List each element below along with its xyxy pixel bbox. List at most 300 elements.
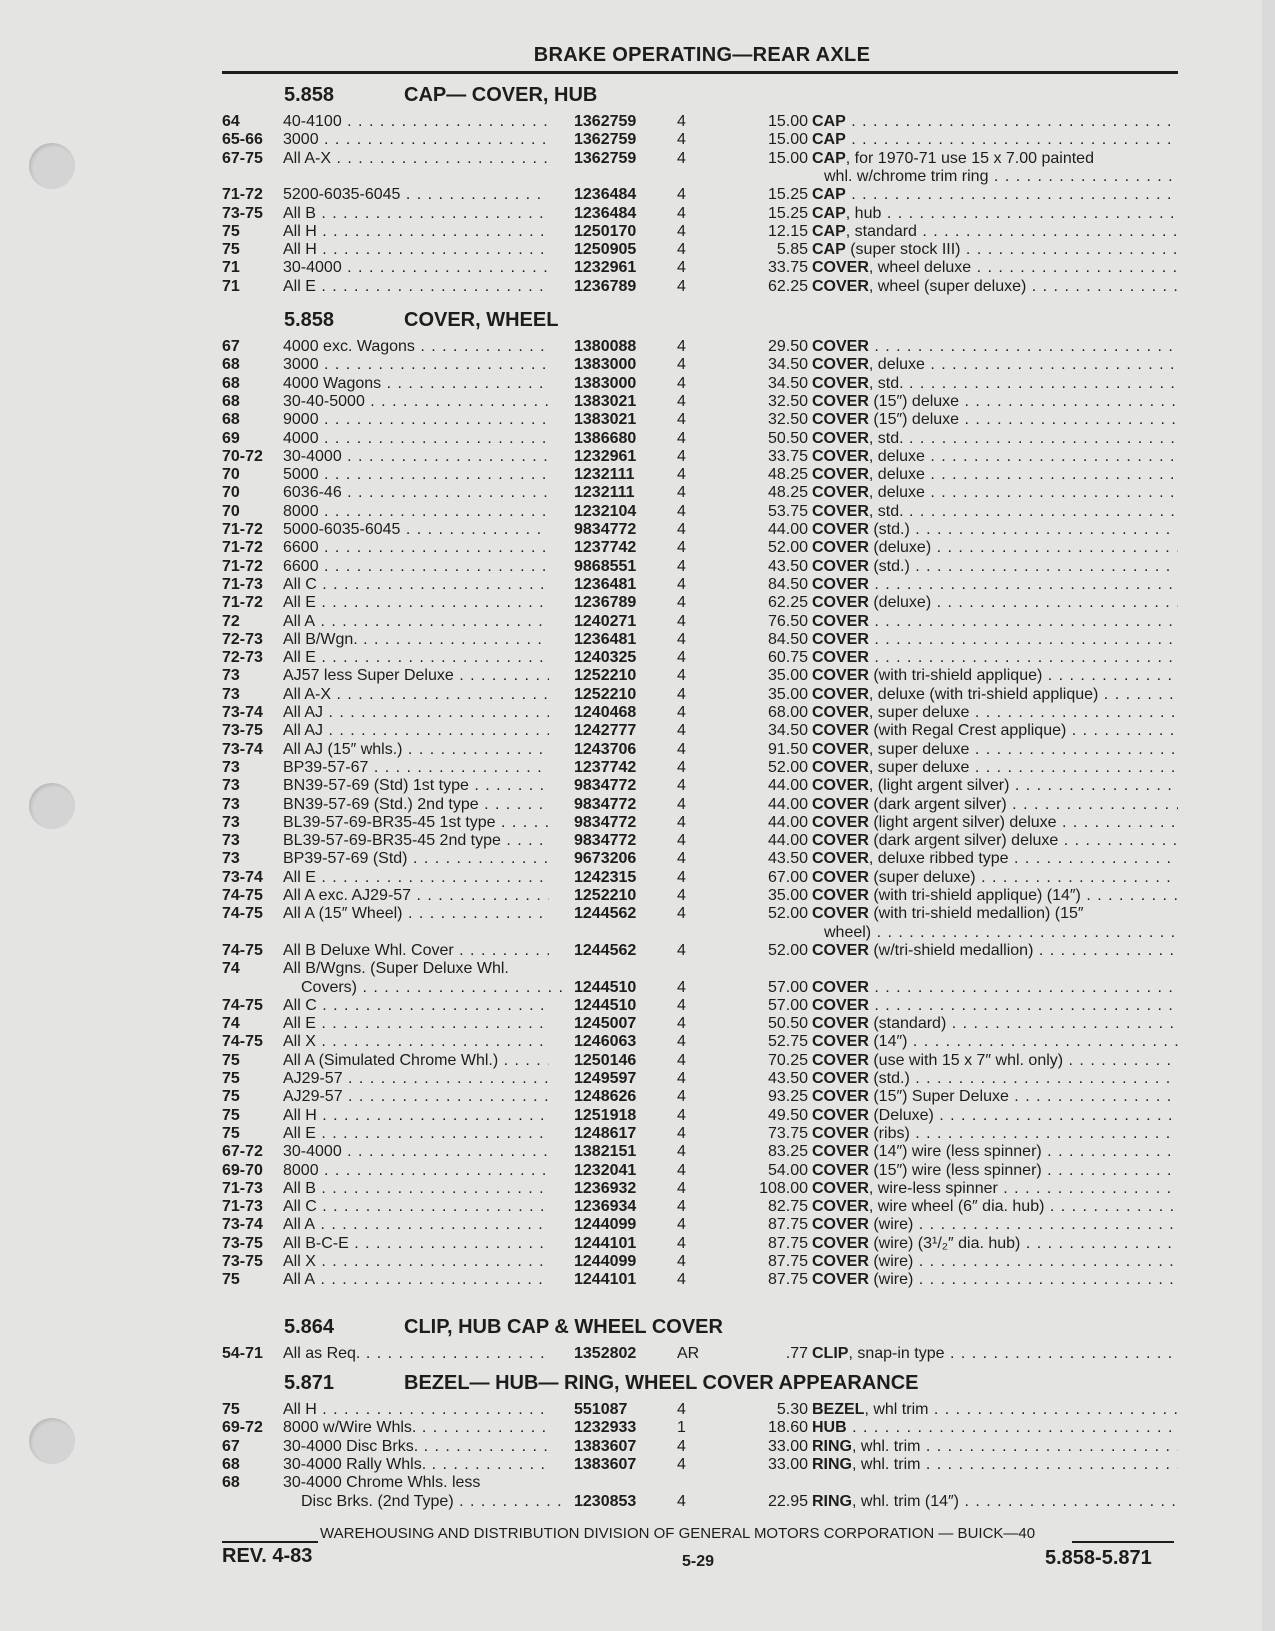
parts-row [222,1270,1178,1289]
model: All C . . . [283,575,549,594]
section-number: 5.858 [284,84,335,106]
parts-row [222,849,1178,868]
part-number: 1249597 [574,1070,637,1087]
quantity: 4 [677,1401,686,1418]
quantity: 4 [677,795,686,813]
model-year: 54-71 [222,1345,263,1362]
price: 84.50 [767,575,808,593]
price: 84.50 [767,630,808,648]
price: 33.00 [767,1455,808,1473]
price: 43.50 [767,557,808,575]
part-number: 1236789 [574,594,637,612]
model-year: 72-73 [222,649,263,667]
price: 15.25 [767,186,808,204]
part-number: 1243706 [574,740,637,758]
model: 3000 . . . [283,130,549,149]
model: All A (Simulated Chrome Whl.) . . . [283,1051,549,1070]
section-number: 5.871 [284,1372,335,1394]
quantity: 4 [677,222,686,240]
description: COVER (with tri-shield applique) (14″) . . . [812,886,1178,905]
description-keyword: COVER [812,850,869,868]
parts-row [222,355,1178,374]
model: Disc Brks. (2nd Type) . . . [283,1492,567,1511]
price: 60.75 [767,649,808,667]
description-keyword: COVER [812,941,869,959]
description: COVER, deluxe . . . [812,483,1178,502]
part-number: 1352802 [574,1345,637,1362]
quantity: 4 [677,466,686,484]
parts-row [222,740,1178,759]
description: COVER (light argent silver) deluxe . . . [812,813,1178,832]
description [812,130,1178,149]
quantity: 4 [677,149,686,167]
description: RING, whl. trim (14″) . . . [812,1492,1178,1511]
price: 87.75 [767,1234,808,1252]
part-number: 1383021 [574,411,637,429]
price: 52.75 [767,1033,808,1051]
part-number: 1250905 [574,241,637,259]
description-keyword: COVER [812,521,869,538]
description-keyword: COVER [812,612,869,630]
model-year: 71 [222,277,240,295]
price: 93.25 [767,1088,808,1106]
quantity: 4 [677,411,686,429]
parts-row [222,222,1178,241]
model: All H . . . [283,240,549,259]
parts-row [222,1234,1178,1253]
price: 62.25 [767,277,808,295]
header-rule [222,71,1178,74]
description-keyword: COVER [812,484,869,502]
description: BEZEL, whl trim . . . [812,1400,1178,1419]
description: COVER, std. . . . [812,502,1178,521]
quantity: 4 [677,392,686,410]
part-number: 1232961 [574,447,637,465]
parts-row [222,112,1178,131]
quantity: 4 [677,1271,686,1289]
parts-row [222,204,1178,223]
parts-row [222,1161,1178,1180]
price: 34.50 [767,356,808,374]
description [812,185,1178,204]
description-keyword: COVER [812,758,869,776]
part-number: 1252210 [574,887,637,904]
quantity: 4 [677,612,686,630]
part-number: 1244562 [574,941,637,959]
model-year: 69-72 [222,1419,263,1437]
model-year: 73-74 [222,704,263,721]
model: 30-4000 . . . [283,447,549,466]
description: COVER, super deluxe . . . [812,758,1178,777]
parts-row [222,721,1178,740]
parts-row [222,1455,1178,1474]
description-keyword: CLIP [812,1345,849,1362]
description: COVER (ribs) . . . [812,1124,1178,1143]
quantity: 4 [677,429,686,447]
model: All A (15″ Wheel) . . . [283,904,549,923]
description-keyword: COVER [812,685,869,703]
part-number: 1248626 [574,1088,637,1106]
description-keyword: COVER [812,887,869,904]
quantity: 4 [677,813,686,831]
description: CAP, hub . . . [812,204,1178,223]
model: AJ29-57 . . . [283,1069,549,1088]
parts-row [222,593,1178,612]
quantity: 4 [677,259,686,277]
description-keyword: COVER [812,277,869,295]
quantity: 4 [677,1143,686,1161]
description: COVER (deluxe) . . . [812,538,1178,557]
description-keyword: COVER [812,1143,869,1161]
part-number: 1232041 [574,1161,637,1179]
model: 8000 w/Wire Whls. . . . [283,1418,549,1437]
price: 44.00 [767,832,808,850]
model: All A . . . [283,1270,549,1289]
model-year: 68 [222,392,240,410]
quantity: 4 [677,1198,686,1216]
model-year: 75 [222,1401,240,1418]
parts-row-continuation [222,923,1178,942]
quantity: 1 [677,1419,686,1437]
description: COVER (dark argent silver) deluxe . . . [812,831,1178,850]
description-keyword: COVER [812,259,869,277]
model: Covers) . . . [283,978,567,997]
description: COVER (deluxe) . . . [812,593,1178,612]
price: 44.00 [767,813,808,831]
price: 52.00 [767,941,808,959]
section-name: CAP— COVER, HUB [404,84,598,106]
description-keyword: COVER [812,777,869,795]
description-continuation: whl. w/chrome trim ring . . . [812,167,1178,186]
description: COVER (dark argent silver) . . . [812,795,1178,814]
model: 5200-6035-6045 . . . [283,185,549,204]
model-year: 75 [222,1271,240,1289]
model: AJ29-57 . . . [283,1087,549,1106]
model: All as Req. . . . [283,1344,549,1363]
part-number: 1250170 [574,222,637,240]
quantity: 4 [677,241,686,259]
part-number: 1245007 [574,1015,637,1033]
description-keyword: CAP [812,241,846,259]
description-keyword: RING [812,1437,852,1455]
model-year: 68 [222,374,240,392]
price: 52.00 [767,539,808,557]
price: 15.00 [767,149,808,167]
model-year: 69-70 [222,1161,263,1179]
quantity: 4 [677,704,686,721]
description: COVER, wire wheel (6″ dia. hub) . . . [812,1197,1178,1216]
quantity: 4 [677,575,686,593]
section-number: 5.858 [284,309,335,331]
price: 35.00 [767,667,808,685]
part-number: 1232111 [574,484,635,502]
description-keyword: RING [812,1492,852,1510]
price: 48.25 [767,484,808,502]
description: COVER, wheel deluxe . . . [812,258,1178,277]
quantity: 4 [677,649,686,667]
model-year: 70 [222,484,240,502]
description-keyword: COVER [812,1124,869,1142]
parts-row [222,1215,1178,1234]
part-number: 1362759 [574,113,637,130]
model-year: 75 [222,1124,240,1142]
part-number: 1244101 [574,1271,637,1289]
description-keyword: COVER [812,996,869,1014]
part-number: 9673206 [574,850,637,868]
description-keyword: COVER [812,1070,869,1087]
parts-row [222,465,1178,484]
description-keyword: COVER [812,447,869,465]
model: 5000-6035-6045 . . . [283,520,549,539]
model-year: 68 [222,411,240,429]
model-year: 73 [222,795,240,813]
quantity: 4 [677,996,686,1014]
parts-row [222,1492,1178,1511]
model-year: 73-74 [222,740,263,758]
section-name: CLIP, HUB CAP & WHEEL COVER [404,1316,723,1338]
price: 34.50 [767,722,808,740]
description-keyword: RING [812,1455,852,1473]
description-keyword: COVER [812,832,869,850]
description-keyword: COVER [812,466,869,484]
part-number: 1236789 [574,277,637,295]
model: All AJ . . . [283,703,549,722]
quantity: 4 [677,978,686,996]
description-keyword: COVER [812,813,869,831]
parts-row [222,538,1178,557]
parts-row [222,392,1178,411]
description-keyword: COVER [812,1051,869,1069]
description [812,1418,1178,1437]
price: 50.50 [767,429,808,447]
model-year: 68 [222,356,240,374]
description-keyword: COVER [812,1179,869,1197]
description: CAP, for 1970-71 use 15 x 7.00 painted [812,149,1094,167]
quantity: 4 [677,131,686,149]
model-year: 72-73 [222,630,263,648]
model: All E . . . [283,593,549,612]
quantity: 4 [677,484,686,502]
binder-hole [29,783,75,829]
model: All B Deluxe Whl. Cover . . . [283,941,549,960]
model: 4000 Wagons . . . [283,374,549,393]
parts-row [222,1032,1178,1051]
parts-row [222,630,1178,649]
model: All X . . . [283,1252,549,1271]
model: All H . . . [283,1400,549,1419]
section-header [284,309,559,332]
description-continuation: wheel) . . . [812,923,1178,942]
part-number: 1244562 [574,905,637,923]
description [812,978,1178,997]
price: 44.00 [767,777,808,795]
part-number: 1232933 [574,1419,637,1437]
price: 87.75 [767,1271,808,1289]
price: 91.50 [767,740,808,758]
description-keyword: COVER [812,1216,869,1234]
parts-row [222,886,1178,905]
price: 48.25 [767,466,808,484]
parts-row [222,904,1178,923]
parts-row [222,1106,1178,1125]
part-number: 1244099 [574,1253,637,1270]
model: All B/Wgn. . . . [283,630,549,649]
price: 43.50 [767,850,808,868]
quantity: 4 [677,905,686,923]
description-keyword: COVER [812,539,869,557]
parts-row [222,557,1178,576]
model: All A . . . [283,612,549,631]
description: COVER, deluxe . . . [812,465,1178,484]
model-year: 73 [222,777,240,795]
price: 12.15 [767,222,808,240]
description-keyword: COVER [812,374,869,392]
description-keyword: COVER [812,1161,869,1179]
price: .77 [785,1345,808,1362]
part-number: 1232111 [574,466,635,484]
description: COVER, std. . . . [812,429,1178,448]
model-year: 67-75 [222,149,263,167]
part-number: 1242315 [574,868,637,886]
description: COVER (super deluxe) . . . [812,868,1178,887]
quantity: 4 [677,277,686,295]
parts-row [222,240,1178,259]
part-number: 551087 [574,1401,628,1418]
part-number: 1362759 [574,149,637,167]
model: 8000 . . . [283,502,549,521]
parts-row [222,277,1178,296]
quantity: 4 [677,1051,686,1069]
description: COVER, wire-less spinner . . . [812,1179,1178,1198]
description: COVER (15″) Super Deluxe . . . [812,1087,1178,1106]
description-keyword: COVER [812,338,869,355]
parts-row-prefix [222,959,1178,978]
description-keyword: COVER [812,429,869,447]
price: 73.75 [767,1124,808,1142]
quantity: 4 [677,722,686,740]
description-keyword: COVER [812,1088,869,1106]
part-number: 1386680 [574,429,637,447]
description-keyword: BEZEL [812,1401,865,1418]
model-year: 71-72 [222,594,263,612]
quantity: 4 [677,557,686,575]
quantity: 4 [677,868,686,886]
parts-row [222,1197,1178,1216]
price: 22.95 [767,1492,808,1510]
model-year: 71-72 [222,557,263,575]
model-year: 67 [222,338,240,355]
price: 34.50 [767,374,808,392]
parts-row [222,612,1178,631]
model: All A . . . [283,1215,549,1234]
model: All C . . . [283,1197,549,1216]
description: CLIP, snap-in type . . . [812,1344,1178,1363]
description [812,648,1178,667]
price: 57.00 [767,996,808,1014]
price: 57.00 [767,978,808,996]
price: 15.00 [767,113,808,130]
description: COVER (15″) wire (less spinner) . . . [812,1161,1178,1180]
model-year: 74 [222,960,240,978]
model-year: 73-74 [222,1216,263,1234]
parts-row [222,813,1178,832]
model: All AJ . . . [283,721,549,740]
quantity: 4 [677,186,686,204]
part-number: 1240468 [574,704,637,721]
price: 35.00 [767,887,808,904]
quantity: 4 [677,1437,686,1455]
quantity: 4 [677,356,686,374]
price: 52.00 [767,758,808,776]
model-year: 73-75 [222,1253,263,1270]
description-keyword: COVER [812,502,869,520]
quantity: AR [677,1345,700,1362]
model: 3000 . . . [283,355,549,374]
model-year: 74-75 [222,1033,263,1051]
model: 6600 . . . [283,538,549,557]
model-year: 73 [222,758,240,776]
parts-row [222,337,1178,356]
part-number: 1250146 [574,1051,637,1069]
price: 43.50 [767,1070,808,1087]
parts-row [222,648,1178,667]
parts-row [222,1142,1178,1161]
model-year: 73 [222,685,240,703]
model-year: 75 [222,241,240,259]
price: 44.00 [767,521,808,538]
part-number: 9834772 [574,521,637,538]
model: All X . . . [283,1032,549,1051]
model-year: 69 [222,429,240,447]
price: 29.50 [767,338,808,355]
page-number: 5-29 [682,1553,715,1570]
price: 32.50 [767,411,808,429]
description-keyword: COVER [812,649,869,667]
model-year: 71-72 [222,539,263,557]
description: CAP, standard . . . [812,222,1178,241]
model-year: 70 [222,466,240,484]
price: 35.00 [767,685,808,703]
quantity: 4 [677,1253,686,1270]
description: RING, whl. trim . . . [812,1455,1178,1474]
model: 30-40-5000 . . . [283,392,549,411]
parts-row [222,758,1178,777]
model-year: 74-75 [222,941,263,959]
model: All E . . . [283,277,549,296]
description: COVER (wire) . . . [812,1252,1178,1271]
part-number: 1240271 [574,612,637,630]
description: COVER (with tri-shield applique) . . . [812,666,1178,685]
price: 33.75 [767,259,808,277]
part-number: 1237742 [574,539,637,557]
description-keyword: COVER [812,1253,869,1270]
description-keyword: COVER [812,722,869,740]
model-year: 71-73 [222,1198,263,1216]
quantity: 4 [677,447,686,465]
part-number: 1236481 [574,575,637,593]
parts-row [222,410,1178,429]
quantity: 4 [677,374,686,392]
description [812,575,1178,594]
part-number: 1383000 [574,356,637,374]
part-number: 9834772 [574,832,637,850]
description: COVER, super deluxe . . . [812,740,1178,759]
part-number: 1252210 [574,685,637,703]
description-keyword: COVER [812,795,869,813]
description: COVER (wire) (3¹/₂″ dia. hub) . . . [812,1234,1178,1253]
quantity: 4 [677,1216,686,1234]
quantity: 4 [677,1161,686,1179]
